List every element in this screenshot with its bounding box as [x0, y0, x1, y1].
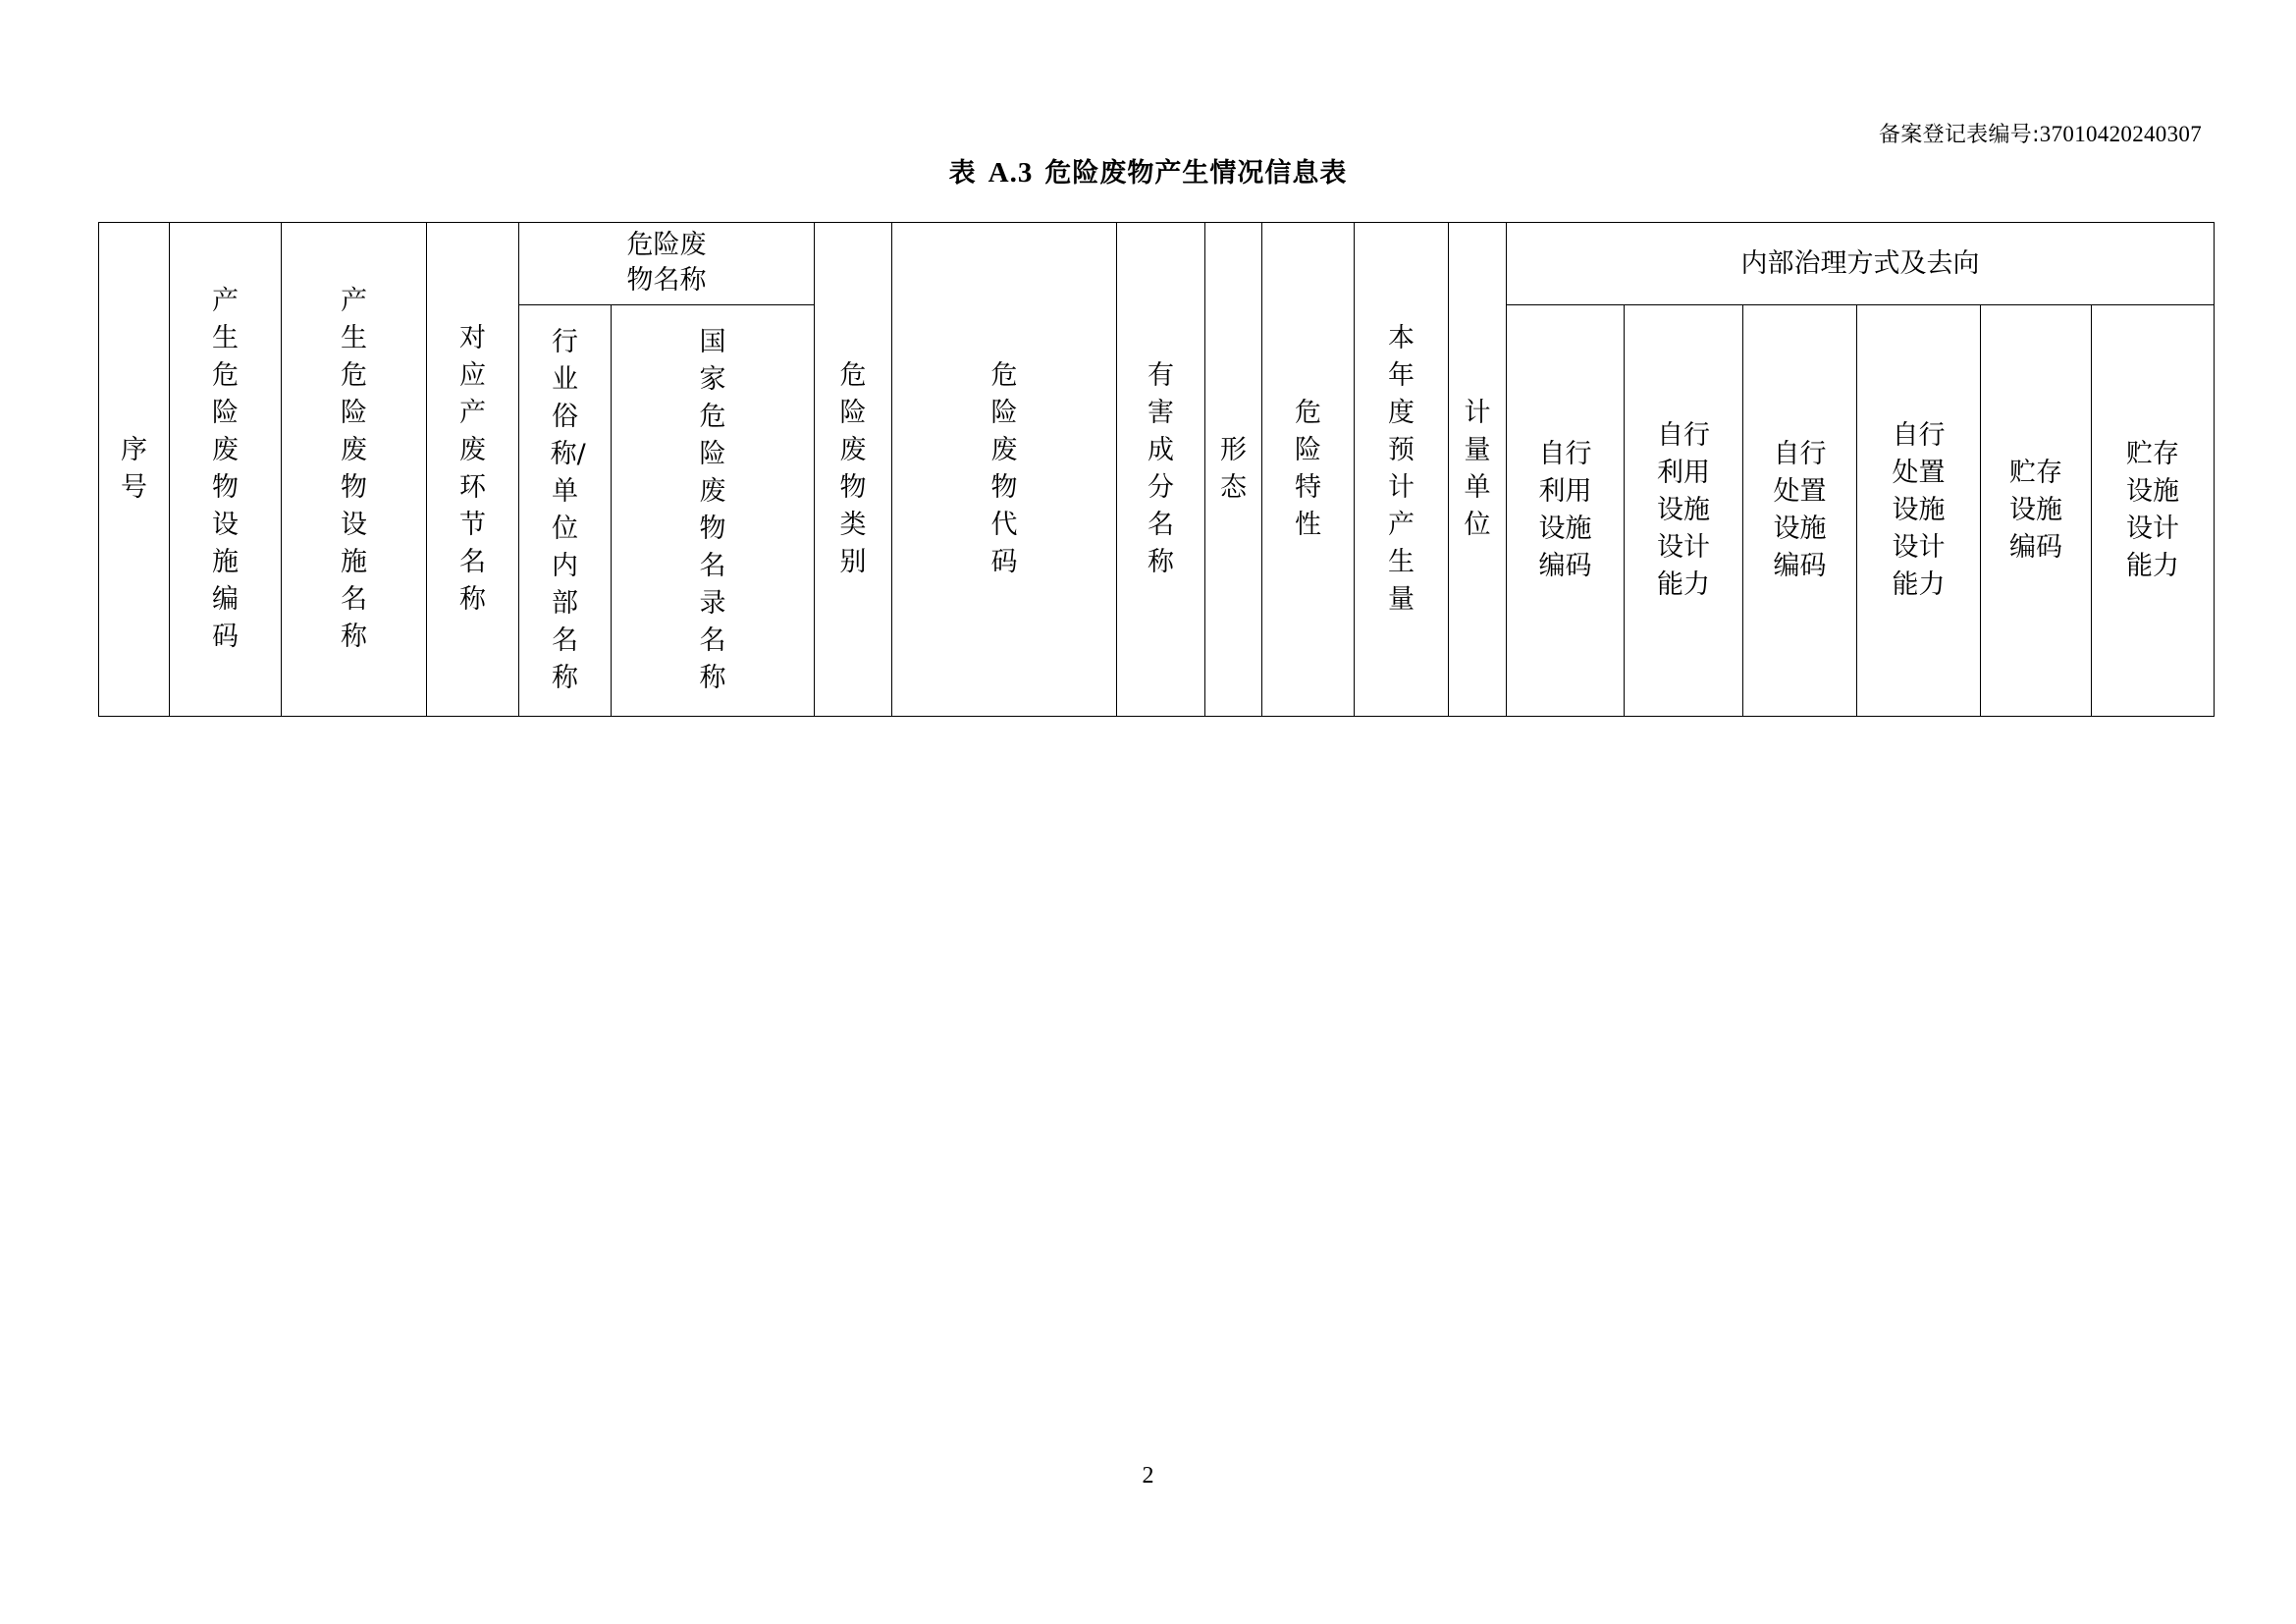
col-waste-name-group: 危险废物名称 [519, 223, 815, 305]
col-reuse-code: 自行利用设施编码 [1507, 305, 1625, 717]
col-seq: 序号 [99, 223, 170, 717]
col-harmful-components: 有害成分名称 [1117, 223, 1205, 717]
col-stage-name: 对应产废环节名称 [427, 223, 519, 717]
col-hazard: 危险特性 [1262, 223, 1355, 717]
record-number [1879, 118, 2202, 148]
record-number-label: 备案登记表编号: [1878, 123, 2040, 147]
col-storage-capacity: 贮存设施设计能力 [2092, 305, 2215, 717]
col-waste-category: 危险废物类别 [815, 223, 892, 717]
col-unit: 计量单位 [1449, 223, 1507, 717]
title-prefix: 表 [948, 158, 977, 189]
table-title [0, 151, 2296, 189]
col-facility-code: 产生危险废物设施编码 [170, 223, 282, 717]
col-industry-name: 行业俗称/单位内部名称 [519, 305, 612, 717]
hazardous-waste-table [98, 222, 2215, 717]
col-reuse-capacity: 自行利用设施设计能力 [1625, 305, 1743, 717]
title-number: A.3 [988, 157, 1034, 189]
col-storage-code: 贮存设施编码 [1981, 305, 2092, 717]
col-national-name: 国家危险废物名录名称 [612, 305, 815, 717]
col-facility-name: 产生危险废物设施名称 [282, 223, 427, 717]
col-disposal-capacity: 自行处置设施设计能力 [1857, 305, 1981, 717]
col-form: 形态 [1205, 223, 1262, 717]
col-waste-code: 危险废物代码 [892, 223, 1117, 717]
record-number-value: 37010420240307 [2039, 122, 2202, 146]
title-text: 危险废物产生情况信息表 [1044, 158, 1348, 189]
col-annual-amount: 本年度预计产生量 [1355, 223, 1449, 717]
page-number: 2 [1142, 1463, 1154, 1489]
col-internal-group: 内部治理方式及去向 [1507, 223, 2215, 305]
col-disposal-code: 自行处置设施编码 [1743, 305, 1857, 717]
